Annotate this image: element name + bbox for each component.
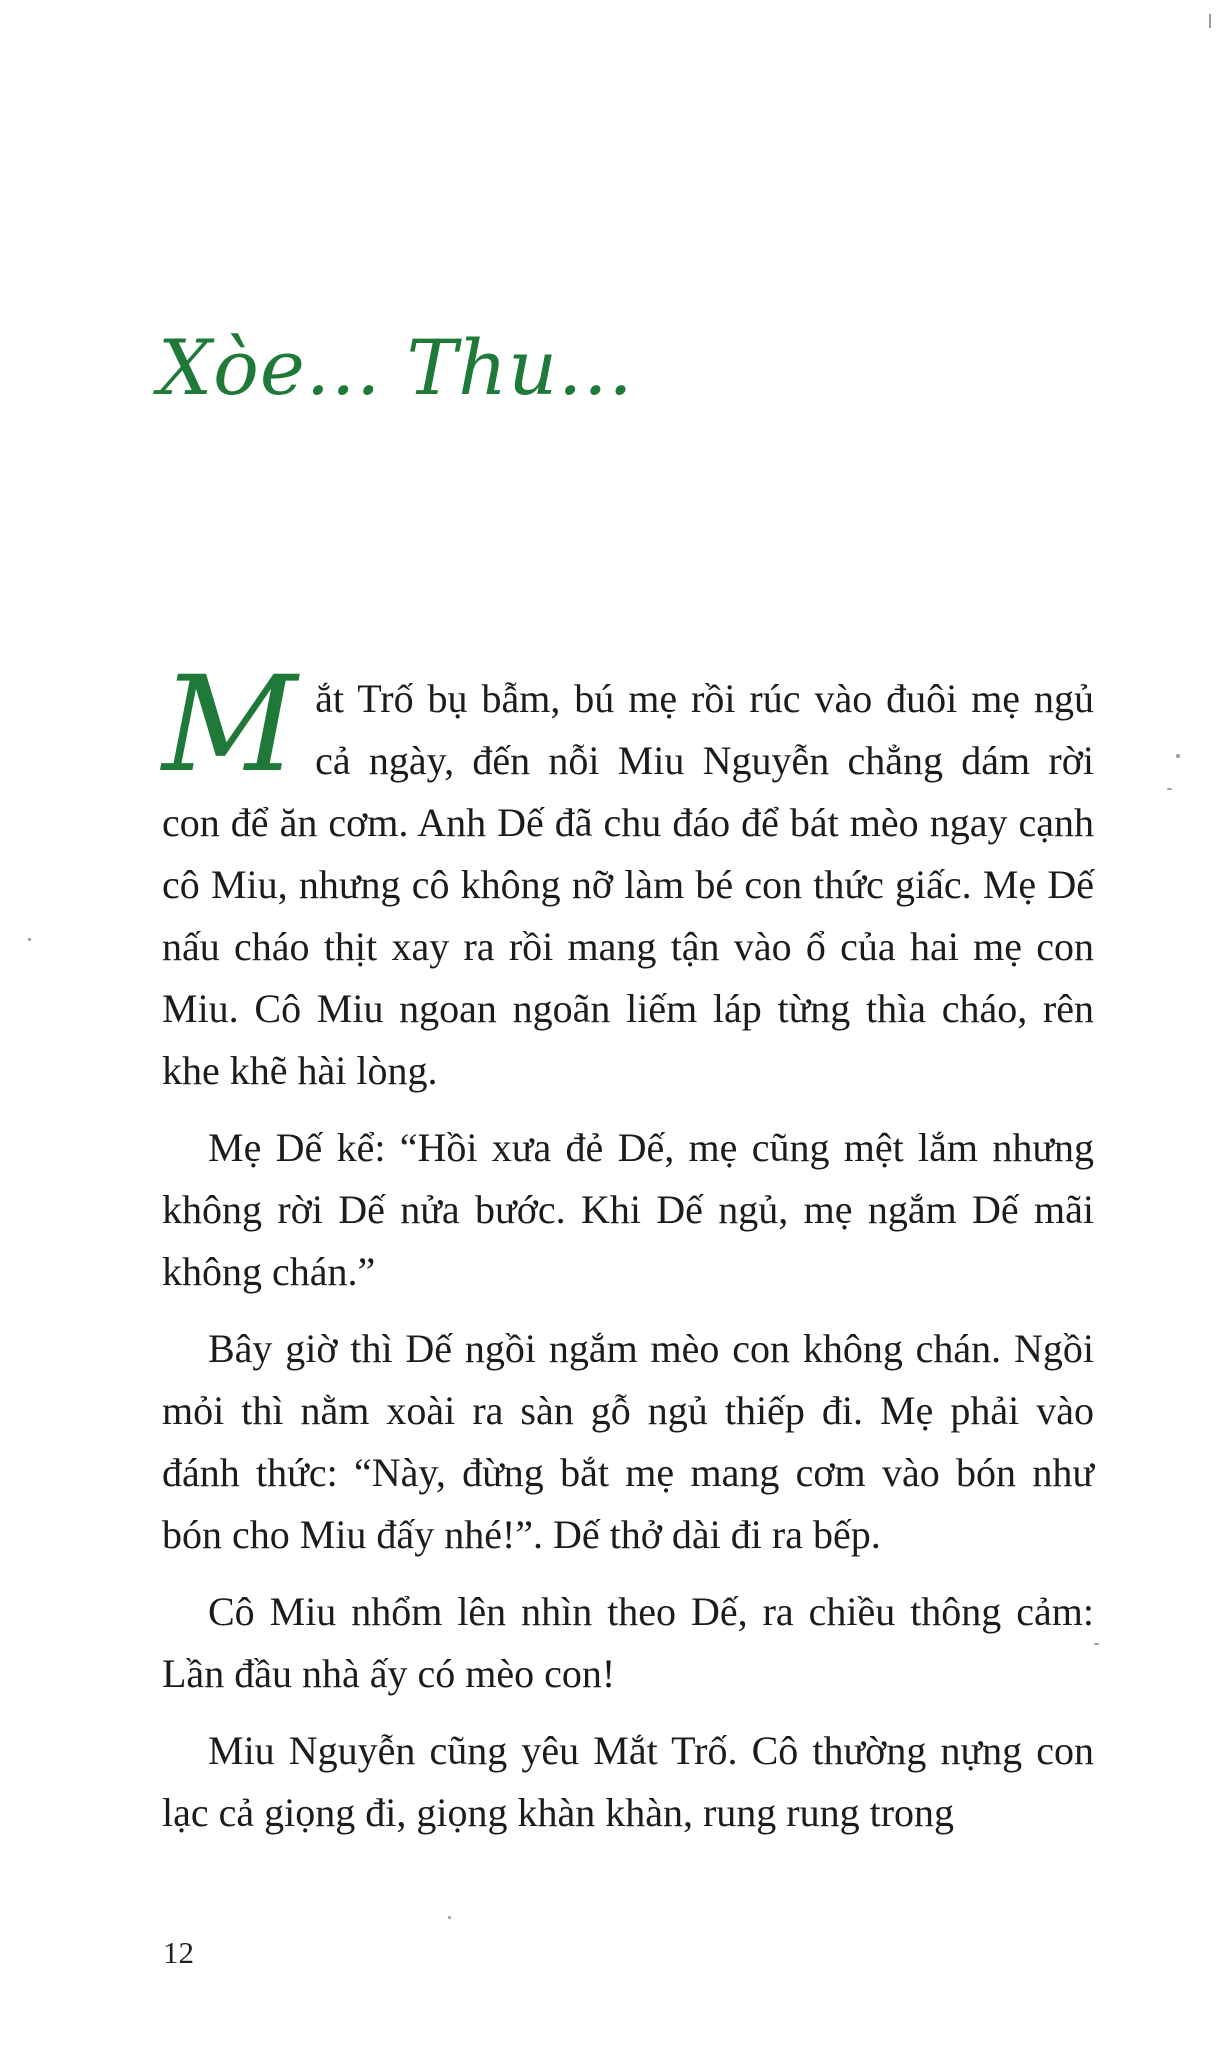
paragraph-2: Mẹ Dế kể: “Hồi xưa đẻ Dế, mẹ cũng mệt lắm nhưng không rời Dế nửa bước. Khi Dế ngủ, mẹ ngắm Dế mãi không chán.”: [162, 1125, 1094, 1294]
scan-speck: [1167, 788, 1172, 790]
scan-speck: [1176, 754, 1180, 758]
paragraph-5: Miu Nguyễn cũng yêu Mắt Trố. Cô thường nựng con lạc cả giọng đi, giọng khàn khàn, rung rung trong: [162, 1728, 1094, 1835]
body-text: [162, 648, 1094, 1859]
scan-speck: [28, 938, 31, 941]
scan-speck: [1209, 14, 1211, 28]
scan-speck: [1094, 1643, 1099, 1645]
paragraph-3: Bây giờ thì Dế ngồi ngắm mèo con không chán. Ngồi mỏi thì nằm xoài ra sàn gỗ ngủ thiếp đi. Mẹ phải vào đánh thức: “Này, đừng bắt mẹ mang cơm vào bón như bón cho Miu đấy nhé!”. Dế thở dài đi ra bếp.: [162, 1326, 1094, 1557]
drop-cap: M: [162, 648, 298, 802]
page-number: 12: [163, 1935, 194, 1970]
scan-speck: [448, 1916, 451, 1919]
chapter-title: Xòe... Thu...: [158, 323, 634, 412]
paragraph-1-text: ắt Trố bụ bẫm, bú mẹ rồi rúc vào đuôi mẹ ngủ cả ngày, đến nỗi Miu Nguyễn chẳng dám rời con để ăn cơm. Anh Dế đã chu đáo để bát mèo ngay cạnh cô Miu, nhưng cô không nỡ làm bé con thức giấc. Mẹ Dế nấu cháo thịt xay ra rồi mang tận vào ổ của hai mẹ con Miu. Cô Miu ngoan ngoãn liếm láp từng thìa cháo, rên khe khẽ hài lòng.: [162, 676, 1094, 1093]
paragraph-4: Cô Miu nhổm lên nhìn theo Dế, ra chiều thông cảm: Lần đầu nhà ấy có mèo con!: [162, 1589, 1094, 1696]
paragraph-1: [162, 648, 1094, 1102]
